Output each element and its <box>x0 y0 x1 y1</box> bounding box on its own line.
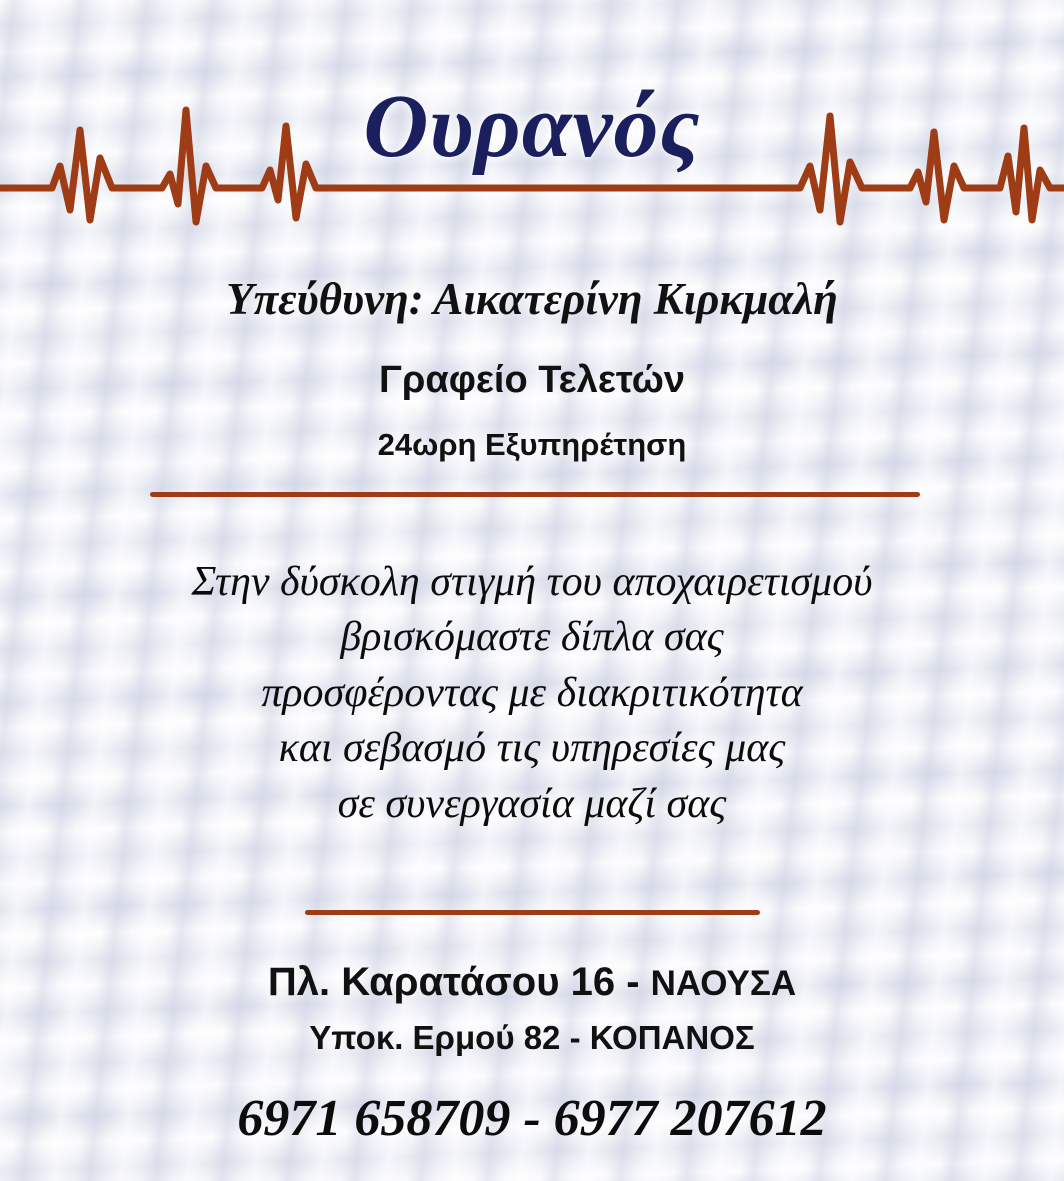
address-primary-street: Πλ. Καρατάσου 16 - <box>267 960 651 1004</box>
phone-numbers: 6971 658709 - 6977 207612 <box>237 1090 827 1147</box>
brand-name: Ουρανός <box>363 77 701 176</box>
address-secondary: Υποκ. Ερμού 82 - ΚΟΠΑΝΟΣ <box>309 1019 755 1056</box>
motto-line-3: προσφέροντας με διακριτικότητα <box>261 669 803 716</box>
motto-line-2: βρισκόμαστε δίπλα σας <box>340 614 724 661</box>
address-primary <box>0 960 1064 1004</box>
divider-top <box>150 492 920 497</box>
motto-line-4: και σεβασμό τις υπηρεσίες μας <box>278 725 786 772</box>
service-hours: 24ωρη Εξυπηρέτηση <box>377 427 687 462</box>
motto-block <box>0 555 1064 832</box>
motto-line-5: σε συνεργασία μαζί σας <box>337 780 727 827</box>
office-title: Γραφείο Τελετών <box>379 359 685 401</box>
motto-line-1: Στην δύσκολη στιγμή του αποχαιρετισμού <box>191 559 873 605</box>
divider-bottom <box>305 910 760 915</box>
address-primary-city: ΝΑΟΥΣΑ <box>650 964 797 1003</box>
owner-name: Υπεύθυνη: Αικατερίνη Κιρκμαλή <box>226 274 838 324</box>
